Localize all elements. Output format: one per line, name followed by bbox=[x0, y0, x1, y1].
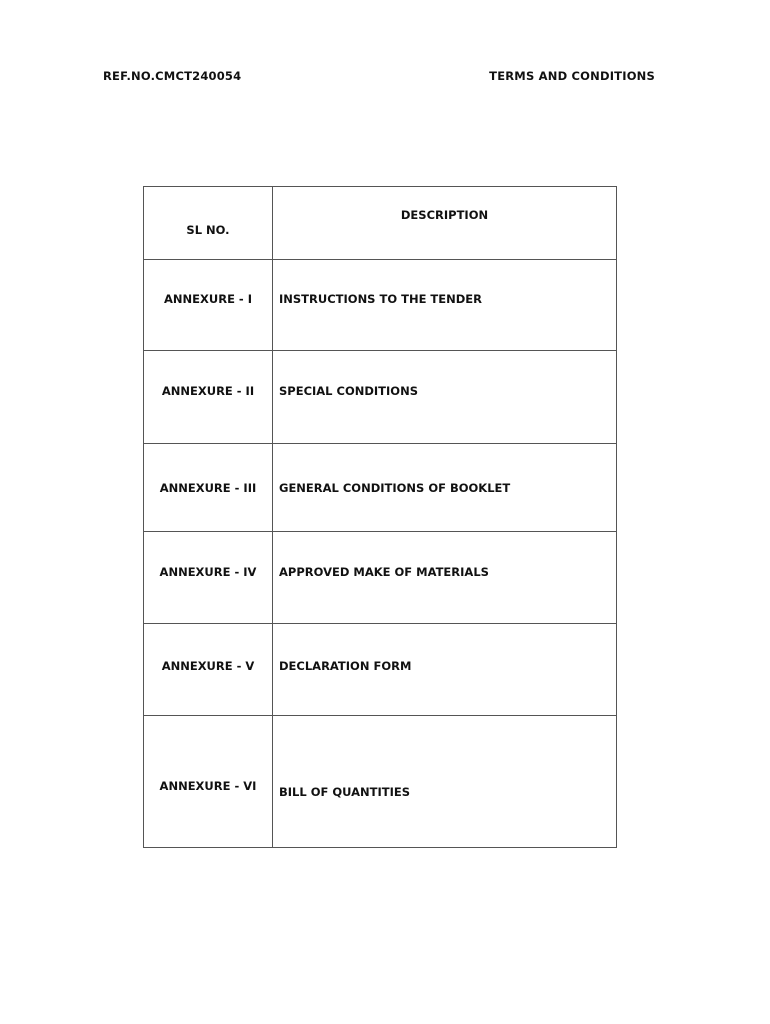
column-header-sl-no: SL NO. bbox=[144, 187, 273, 260]
annexure-number bbox=[144, 716, 273, 848]
table-header-row bbox=[144, 187, 617, 260]
table-row bbox=[144, 260, 617, 351]
annexure-description bbox=[273, 624, 617, 716]
annexure-description bbox=[273, 260, 617, 351]
annexure-number-label: ANNEXURE - V bbox=[161, 658, 255, 673]
annexure-description bbox=[273, 532, 617, 624]
document-title: TERMS AND CONDITIONS bbox=[489, 69, 655, 83]
contents-table bbox=[143, 186, 617, 848]
annexure-description bbox=[273, 716, 617, 848]
annexure-number-label: ANNEXURE - I bbox=[164, 292, 252, 306]
annexure-number-label: ANNEXURE - III bbox=[159, 480, 257, 495]
annexure-number bbox=[144, 444, 273, 532]
annexure-description-label: BILL OF QUANTITIES bbox=[279, 784, 411, 799]
column-header-description-label: DESCRIPTION bbox=[400, 208, 489, 222]
column-header-description bbox=[273, 187, 617, 260]
annexure-number bbox=[144, 532, 273, 624]
annexure-number bbox=[144, 351, 273, 444]
annexure-description bbox=[273, 351, 617, 444]
annexure-description-label: GENERAL CONDITIONS OF BOOKLET bbox=[279, 480, 511, 495]
annexure-number bbox=[144, 260, 273, 351]
annexure-number-label: ANNEXURE - IV bbox=[159, 564, 257, 579]
annexure-number-label: ANNEXURE - II bbox=[161, 384, 255, 398]
table-row bbox=[144, 351, 617, 444]
annexure-description-label: INSTRUCTIONS TO THE TENDER bbox=[279, 292, 483, 306]
table-row bbox=[144, 624, 617, 716]
annexure-number-label: ANNEXURE - VI bbox=[159, 778, 257, 793]
table-row bbox=[144, 444, 617, 532]
table-row bbox=[144, 532, 617, 624]
reference-number: REF.NO.CMCT240054 bbox=[103, 69, 242, 83]
annexure-description bbox=[273, 444, 617, 532]
table-row bbox=[144, 716, 617, 848]
annexure-description-label: APPROVED MAKE OF MATERIALS bbox=[279, 564, 489, 579]
annexure-description-label: SPECIAL CONDITIONS bbox=[279, 384, 418, 398]
annexure-description-label: DECLARATION FORM bbox=[279, 658, 412, 673]
annexure-number bbox=[144, 624, 273, 716]
